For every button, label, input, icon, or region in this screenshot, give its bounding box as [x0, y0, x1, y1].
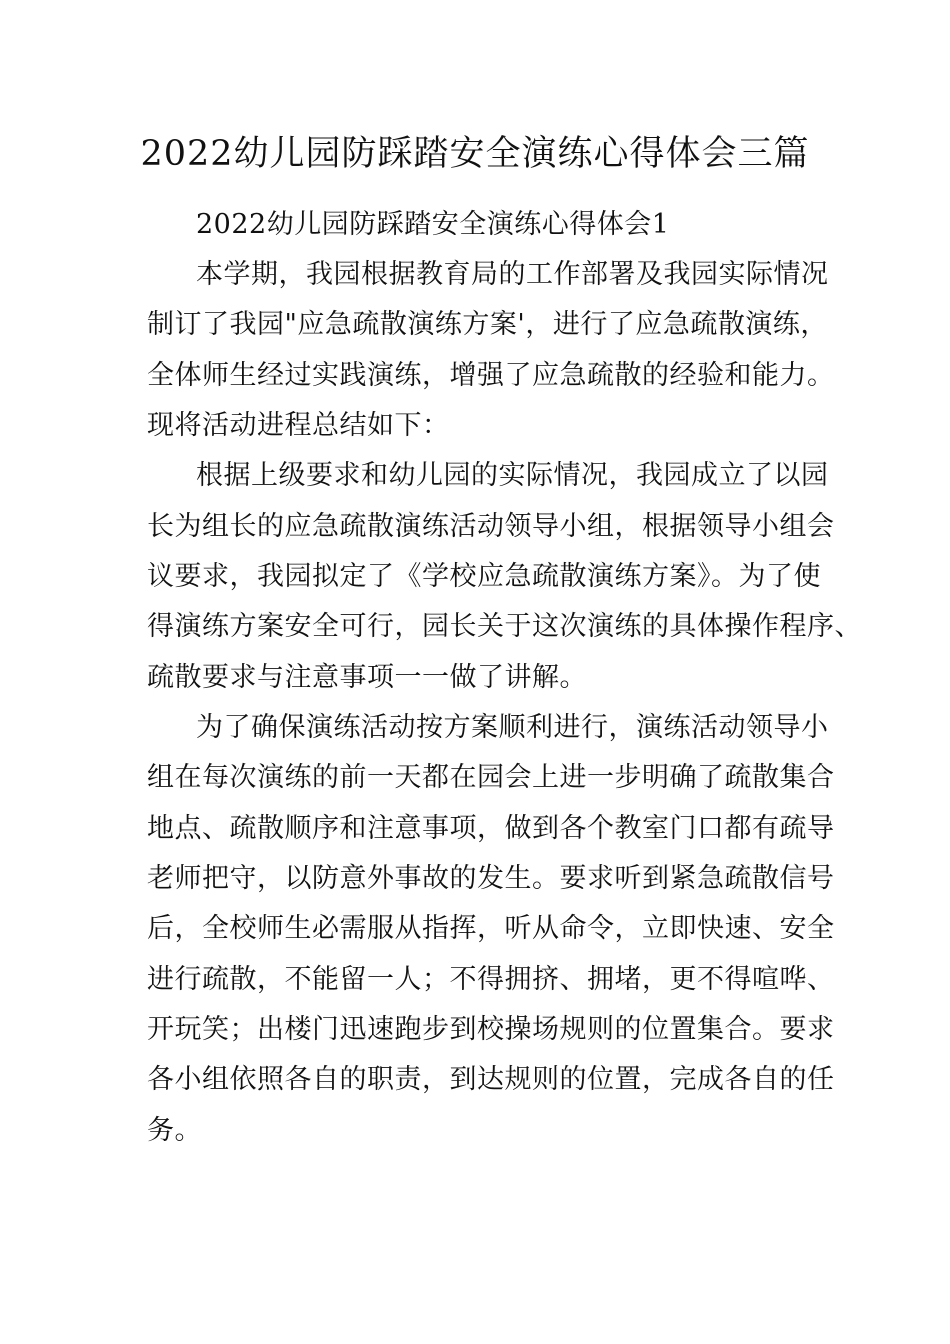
paragraph-3-line-5: 后，全校师生必需服从指挥，听从命令，立即快速、安全 — [147, 913, 835, 944]
paragraph-1-line-1: 本学期，我园根据教育局的工作部署及我园实际情况 — [196, 259, 829, 290]
paragraph-2-line-2: 长为组长的应急疏散演练活动领导小组，根据领导小组会 — [147, 511, 835, 542]
paragraph-3-line-3: 地点、疏散顺序和注意事项，做到各个教室门口都有疏导 — [147, 813, 835, 844]
paragraph-3-line-8: 各小组依照各自的职责，到达规则的位置，完成各自的任 — [147, 1064, 835, 1095]
paragraph-1-line-3: 全体师生经过实践演练，增强了应急疏散的经验和能力。 — [147, 360, 835, 391]
paragraph-1-line-2: 制订了我园"应急疏散演练方案'，进行了应急疏散演练， — [147, 309, 828, 340]
paragraph-2-line-5: 疏散要求与注意事项一一做了讲解。 — [147, 662, 587, 693]
paragraph-3-line-9: 务。 — [147, 1115, 202, 1146]
paragraph-2-line-3: 议要求，我园拟定了《学校应急疏散演练方案》。为了使 — [147, 561, 821, 592]
paragraph-3-line-6: 进行疏散，不能留一人；不得拥挤、拥堵，更不得喧哗、 — [147, 964, 835, 995]
document-title: 2022幼儿园防踩踏安全演练心得体会三篇 — [140, 134, 810, 174]
section-heading: 2022幼儿园防踩踏安全演练心得体会1 — [196, 209, 670, 240]
paragraph-2-line-4: 得演练方案安全可行，园长关于这次演练的具体操作程序、 — [147, 611, 862, 642]
paragraph-2-line-1: 根据上级要求和幼儿园的实际情况，我园成立了以园 — [196, 460, 829, 491]
paragraph-3-line-4: 老师把守，以防意外事故的发生。要求听到紧急疏散信号 — [147, 863, 835, 894]
paragraph-3-line-2: 组在每次演练的前一天都在园会上进一步明确了疏散集合 — [147, 762, 835, 793]
paragraph-3-line-7: 开玩笑；出楼门迅速跑步到校操场规则的位置集合。要求 — [147, 1014, 835, 1045]
paragraph-3-line-1: 为了确保演练活动按方案顺利进行，演练活动领导小 — [196, 712, 829, 743]
paragraph-1-line-4: 现将活动进程总结如下： — [147, 410, 450, 441]
